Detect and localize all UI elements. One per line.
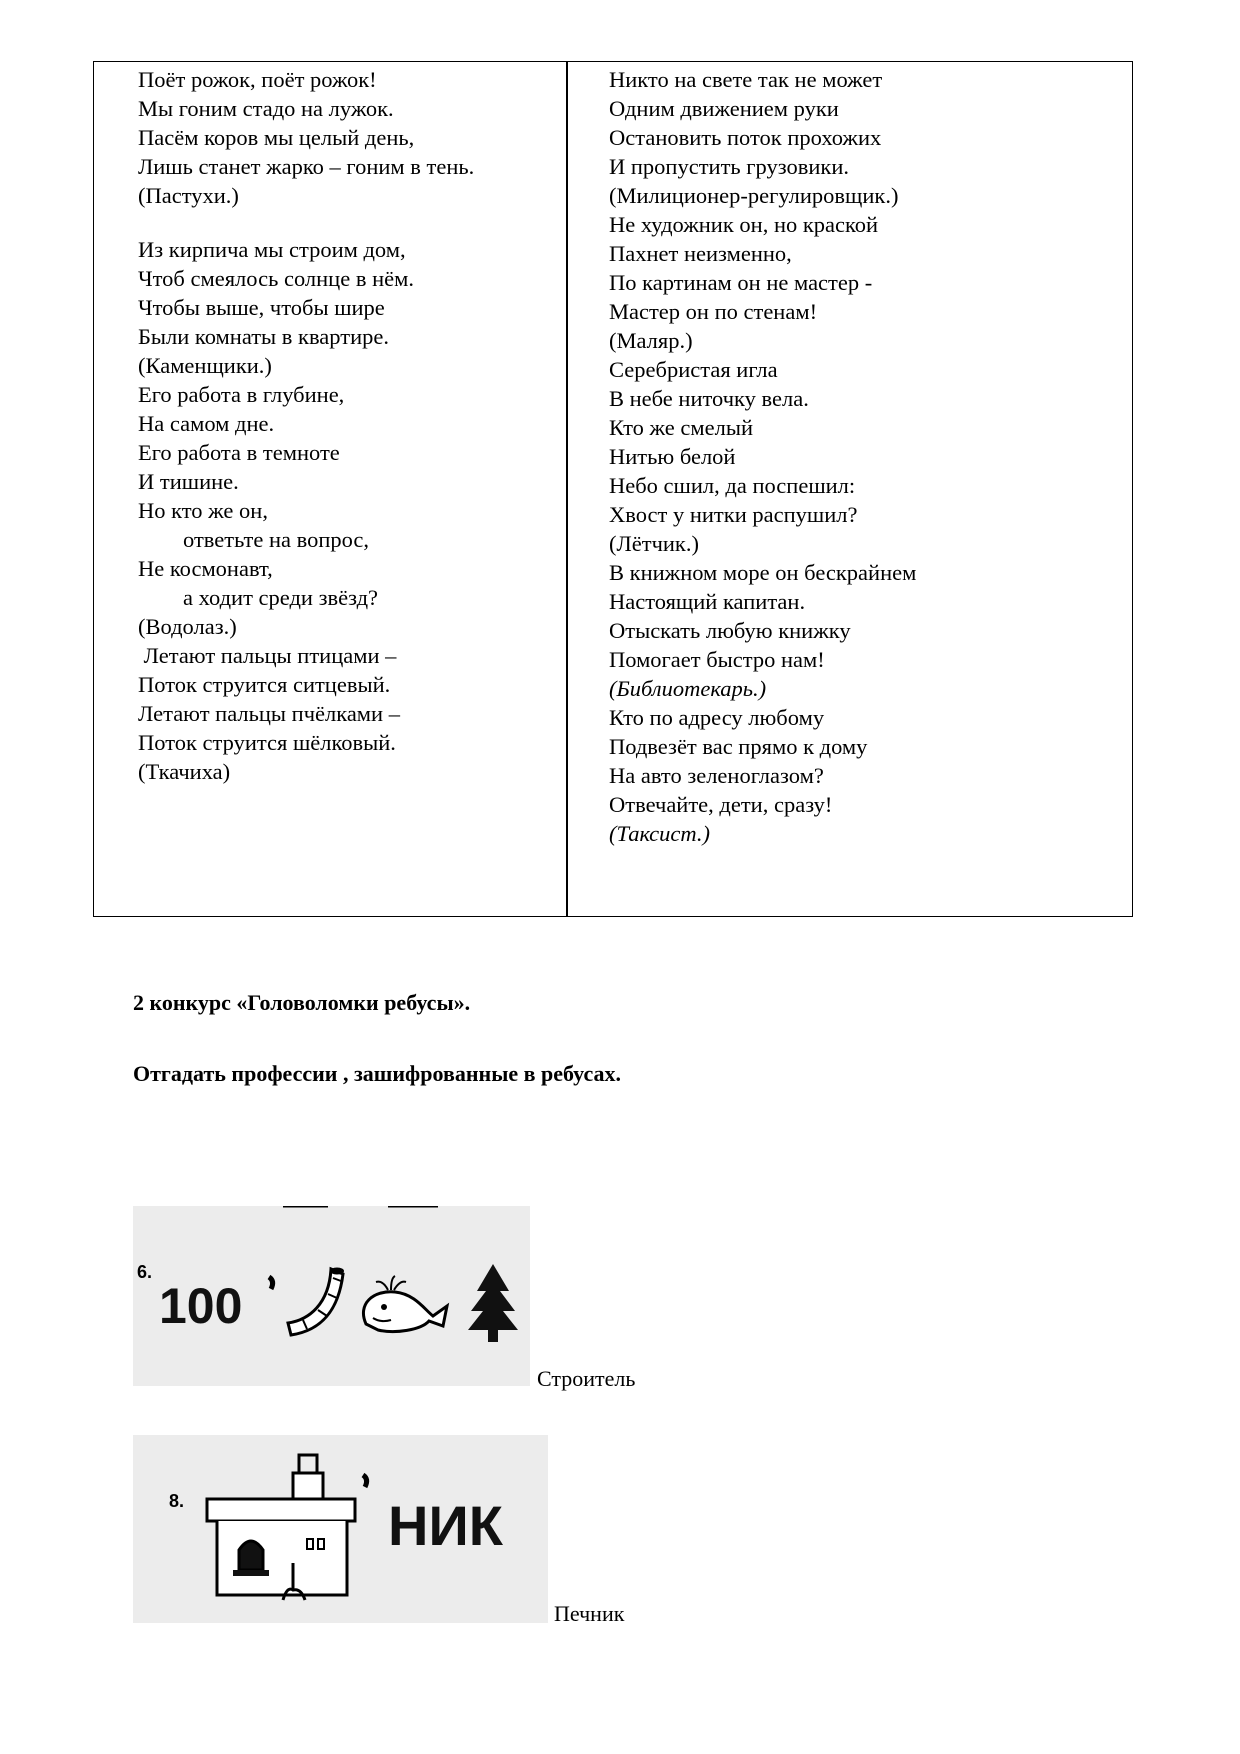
rebus-1-number: 6. bbox=[137, 1262, 153, 1282]
riddle-line: Небо сшил, да поспешил: bbox=[609, 473, 856, 498]
riddle-line: Подвезёт вас прямо к дому bbox=[609, 734, 868, 759]
riddle-line: По картинам он не мастер - bbox=[609, 270, 873, 295]
riddles-left-column bbox=[138, 65, 474, 786]
riddle-line: (Водолаз.) bbox=[138, 614, 237, 639]
riddle-line: Остановить поток прохожих bbox=[609, 125, 882, 150]
riddle-line: Были комнаты в квартире. bbox=[138, 324, 389, 349]
riddle-line: (Таксист.) bbox=[609, 821, 710, 846]
rebus-2-text: НИК bbox=[388, 1494, 503, 1557]
riddle-line: Чтоб смеялось солнце в нём. bbox=[138, 266, 414, 291]
riddle-line: Кто по адресу любому bbox=[609, 705, 825, 730]
riddle-line: Из кирпича мы строим дом, bbox=[138, 237, 406, 262]
rebus-2-answer: Печник bbox=[554, 1601, 625, 1626]
stanza-gap bbox=[138, 210, 474, 235]
rebus-image-2 bbox=[133, 1435, 548, 1623]
column-divider bbox=[566, 62, 568, 916]
riddle-line: На самом дне. bbox=[138, 411, 275, 436]
riddle-line: В книжном море он бескрайнем bbox=[609, 560, 917, 585]
contest-task: Отгадать профессии , зашифрованные в ребусах. bbox=[133, 1061, 622, 1086]
riddle-line: (Пастухи.) bbox=[138, 183, 239, 208]
riddle-line: Не космонавт, bbox=[138, 556, 273, 581]
riddle-line: Но кто же он, bbox=[138, 498, 268, 523]
riddle-line: Лишь станет жарко – гоним в тень. bbox=[138, 154, 475, 179]
rebus-1-text: 100 bbox=[159, 1278, 243, 1334]
rebus-1-answer: Строитель bbox=[537, 1366, 636, 1391]
riddle-line: Поток струится шёлковый. bbox=[138, 730, 396, 755]
riddle-line: Мастер он по стенам! bbox=[609, 299, 818, 324]
riddle-line: Пахнет неизменно, bbox=[609, 241, 792, 266]
riddle-line: (Каменщики.) bbox=[138, 353, 272, 378]
riddle-line: (Милиционер-регулировщик.) bbox=[609, 183, 899, 208]
riddle-line: (Лётчик.) bbox=[609, 531, 699, 556]
riddle-line: Кто же смелый bbox=[609, 415, 754, 440]
riddle-line: Помогает быстро нам! bbox=[609, 647, 825, 672]
riddle-line: (Библиотекарь.) bbox=[609, 676, 767, 701]
riddle-line: Пасём коров мы целый день, bbox=[138, 125, 415, 150]
apostrophe-icon bbox=[363, 1475, 367, 1487]
riddle-line: Одним движением руки bbox=[609, 96, 839, 121]
riddle-line: Чтобы выше, чтобы шире bbox=[138, 295, 385, 320]
riddle-table bbox=[93, 61, 1133, 917]
rebus-2-drawing bbox=[133, 1435, 548, 1623]
stove-icon bbox=[207, 1455, 355, 1600]
riddle-line: Отыскать любую книжку bbox=[609, 618, 851, 643]
riddle-line: Его работа в темноте bbox=[138, 440, 340, 465]
riddle-line: (Ткачиха) bbox=[138, 759, 231, 784]
whale-icon bbox=[363, 1276, 447, 1332]
fir-tree-icon bbox=[468, 1264, 518, 1342]
riddle-line: Серебристая игла bbox=[609, 357, 778, 382]
rebus-2-number: 8. bbox=[169, 1491, 185, 1511]
riddle-line: Нитью белой bbox=[609, 444, 736, 469]
riddle-line: На авто зеленоглазом? bbox=[609, 763, 824, 788]
riddle-line: а ходит среди звёзд? bbox=[138, 585, 379, 610]
riddle-line: (Маляр.) bbox=[609, 328, 693, 353]
apostrophe-icon bbox=[269, 1277, 273, 1289]
riddle-line: Летают пальцы пчёлками – bbox=[138, 701, 400, 726]
contest-title: 2 конкурс «Головоломки ребусы». bbox=[133, 990, 471, 1015]
rebus-1-drawing bbox=[133, 1206, 530, 1386]
riddle-line: Поток струится ситцевый. bbox=[138, 672, 391, 697]
horn-icon bbox=[288, 1268, 344, 1336]
riddle-line: Никто на свете так не может bbox=[609, 67, 883, 92]
riddles-right-column bbox=[609, 65, 916, 848]
rebus-image-1 bbox=[133, 1206, 530, 1386]
riddle-line: ответьте на вопрос, bbox=[138, 527, 370, 552]
riddle-line: И пропустить грузовики. bbox=[609, 154, 849, 179]
riddle-line: Мы гоним стадо на лужок. bbox=[138, 96, 394, 121]
riddle-line: И тишине. bbox=[138, 469, 239, 494]
riddle-line: В небе ниточку вела. bbox=[609, 386, 809, 411]
riddle-line: Его работа в глубине, bbox=[138, 382, 345, 407]
riddle-line: Летают пальцы птицами – bbox=[138, 643, 397, 668]
riddle-line: Отвечайте, дети, сразу! bbox=[609, 792, 833, 817]
riddle-line: Поёт рожок, поёт рожок! bbox=[138, 67, 377, 92]
riddle-line: Хвост у нитки распушил? bbox=[609, 502, 858, 527]
riddle-line: Настоящий капитан. bbox=[609, 589, 806, 614]
riddle-line: Не художник он, но краской bbox=[609, 212, 879, 237]
